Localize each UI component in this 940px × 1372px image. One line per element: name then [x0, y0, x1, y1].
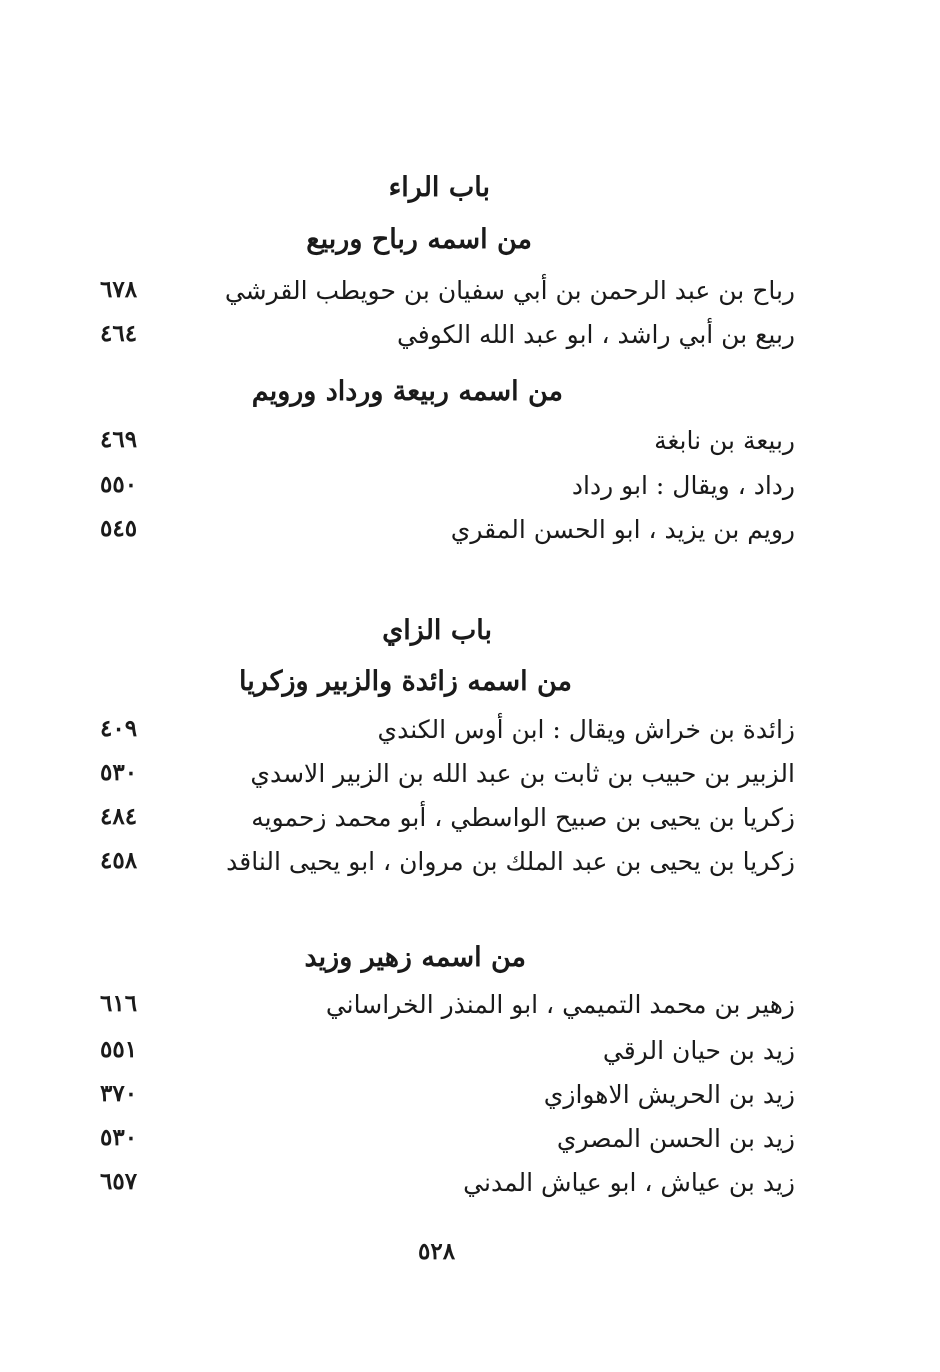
index-entry	[100, 1168, 795, 1208]
chapter-title-ra: باب الراء	[388, 172, 490, 203]
index-entry	[100, 759, 795, 799]
entry-page-ref: ٥٥٠	[100, 471, 138, 498]
entry-page-ref: ٤٠٩	[100, 715, 138, 742]
entry-name: ربيع بن أبي راشد ، ابو عبد الله الكوفي	[396, 320, 795, 349]
entry-page-ref: ٦٧٨	[100, 276, 138, 303]
entry-page-ref: ٤٦٩	[100, 426, 138, 453]
section-title-rabia-radad-ruwaym: من اسمه ربيعة ورداد ورويم	[251, 376, 563, 407]
entry-page-ref: ٤٨٤	[100, 803, 138, 830]
entry-name: زكريا بن يحيى بن عبد الملك بن مروان ، ابو يحيى الناقد	[226, 847, 795, 876]
entry-page-ref: ٦١٦	[100, 990, 138, 1017]
entry-name: ربيعة بن نابغة	[654, 426, 795, 455]
entry-name: الزبير بن حبيب بن ثابت بن عبد الله بن الزبير الاسدي	[250, 759, 795, 788]
index-entry	[100, 426, 795, 466]
entry-name: زيد بن الحسن المصري	[556, 1124, 795, 1153]
entry-name: رباح بن عبد الرحمن بن أبي سفيان بن حويطب القرشي	[224, 276, 795, 305]
entry-name: زهير بن محمد التميمي ، ابو المنذر الخراساني	[325, 990, 795, 1019]
index-entry	[100, 1036, 795, 1076]
entry-page-ref: ٥٥١	[100, 1036, 138, 1063]
entry-page-ref: ٣٧٠	[100, 1080, 138, 1107]
entry-name: زيد بن حيان الرقي	[602, 1036, 795, 1065]
index-entry	[100, 471, 795, 511]
entry-name: زيد بن عياش ، ابو عياش المدني	[463, 1168, 795, 1197]
chapter-title-zay: باب الزاي	[382, 615, 492, 646]
entry-page-ref: ٥٣٠	[100, 1124, 138, 1151]
entry-name: رداد ، ويقال : ابو رداد	[571, 471, 795, 500]
section-title-zaida-zubayr-zakariya: من اسمه زائدة والزبير وزكريا	[239, 666, 572, 697]
index-entry	[100, 320, 795, 360]
entry-name: زيد بن الحريش الاهوازي	[543, 1080, 795, 1109]
index-entry	[100, 715, 795, 755]
entry-page-ref: ٤٦٤	[100, 320, 138, 347]
entry-name: رويم بن يزيد ، ابو الحسن المقري	[450, 515, 795, 544]
entry-name: زكريا بن يحيى بن صبيح الواسطي ، أبو محمد زحمويه	[251, 803, 795, 832]
index-entry	[100, 990, 795, 1030]
index-entry	[100, 803, 795, 843]
entry-page-ref: ٦٥٧	[100, 1168, 138, 1195]
page-number: ٥٢٨	[418, 1238, 456, 1265]
entry-page-ref: ٥٣٠	[100, 759, 138, 786]
index-entry	[100, 276, 795, 316]
section-title-rabah-rabi: من اسمه رباح وربيع	[306, 224, 532, 255]
index-entry	[100, 847, 795, 887]
entry-page-ref: ٤٥٨	[100, 847, 138, 874]
section-title-zuhayr-zayd: من اسمه زهير وزيد	[304, 942, 526, 973]
entry-name: زائدة بن خراش ويقال : ابن أوس الكندي	[377, 715, 795, 744]
index-entry	[100, 1124, 795, 1164]
entry-page-ref: ٥٤٥	[100, 515, 138, 542]
index-entry	[100, 515, 795, 555]
index-entry	[100, 1080, 795, 1120]
